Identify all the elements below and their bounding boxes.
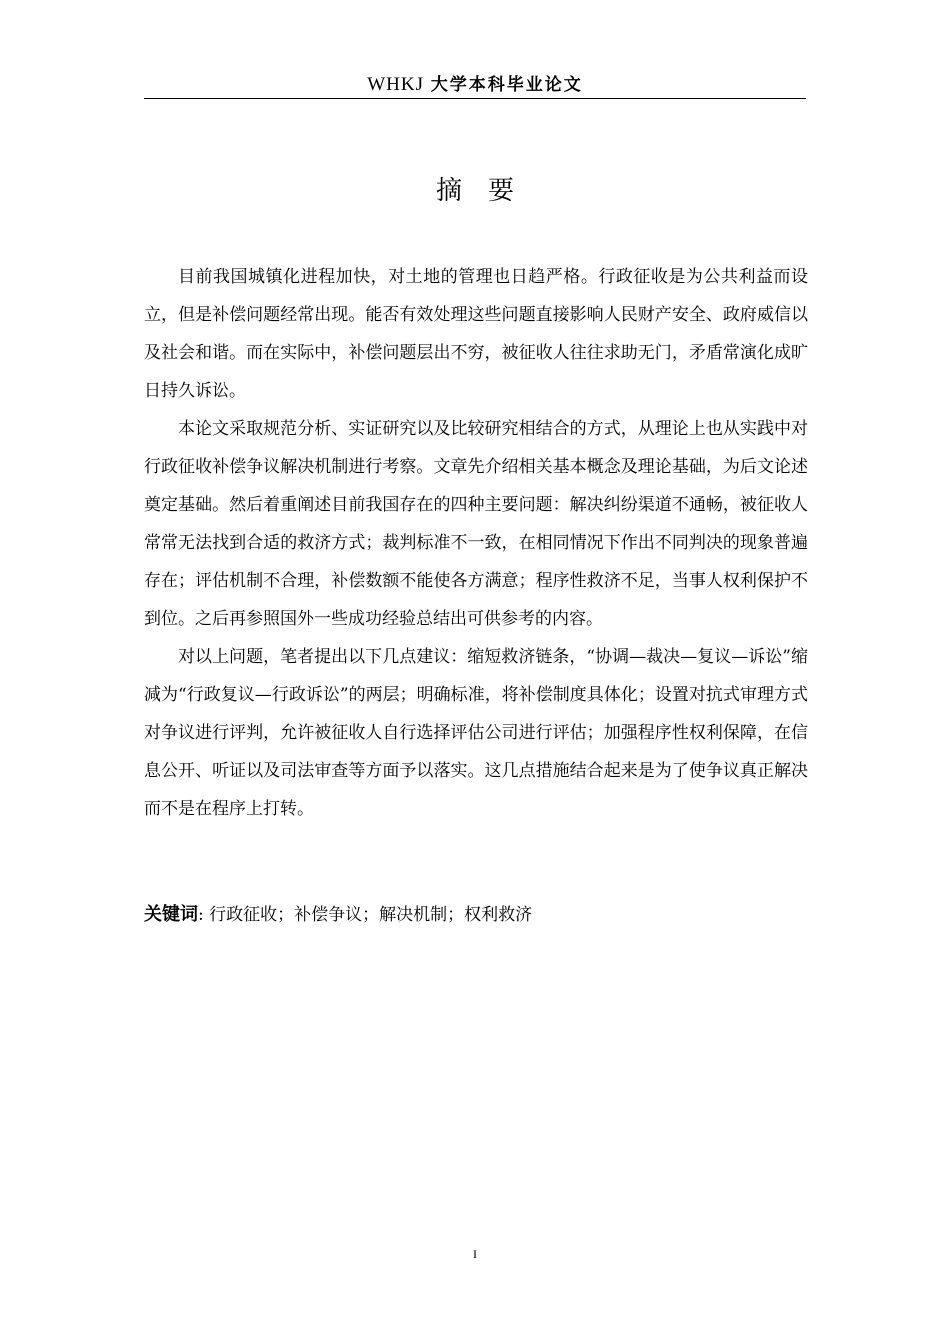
abstract-paragraph-3: 对以上问题，笔者提出以下几点建议：缩短救济链条，“协调—裁决—复议—诉讼”缩减为“行政复议—行政诉讼”的两层；明确标准，将补偿制度具体化；设置对抗式审理方式对争议进行评判，允许被征收人自行选择评估公司进行评估；加强程序性权利保障，在信息公开、听证以及司法审查等方面予以落实。这几点措施结合起来是为了使争议真正解决而不是在程序上打转。 <box>144 647 808 819</box>
keywords-text: 行政征收；补偿争议；解决机制；权利救济 <box>209 905 533 925</box>
header-title: 大学本科毕业论文 <box>430 75 583 95</box>
abstract-body <box>144 258 808 828</box>
header-divider <box>144 98 806 99</box>
keywords-separator: : <box>198 905 210 925</box>
page-number: I <box>473 1247 477 1261</box>
page-header <box>144 70 806 100</box>
keywords-line <box>144 900 808 930</box>
abstract-paragraph-2: 本论文采取规范分析、实证研究以及比较研究相结合的方式，从理论上也从实践中对行政征收补偿争议解决机制进行考察。文章先介绍相关基本概念及理论基础，为后文论述奠定基础。然后着重阐述目前我国存在的四种主要问题：解决纠纷渠道不通畅，被征收人常常无法找到合适的救济方式；裁判标准不一致，在相同情况下作出不同判决的现象普遍存在；评估机制不合理，补偿数额不能使各方满意；程序性救济不足，当事人权利保护不到位。之后再参照国外一些成功经验总结出可供参考的内容。 <box>144 419 808 629</box>
abstract-paragraph-1: 目前我国城镇化进程加快，对土地的管理也日趋严格。行政征收是为公共利益而设立，但是补偿问题经常出现。能否有效处理这些问题直接影响人民财产安全、政府威信以及社会和谐。而在实际中，补偿问题层出不穷，被征收人往往求助无门，矛盾常演化成旷日持久诉讼。 <box>144 267 808 401</box>
keywords-label: 关键词 <box>144 904 198 925</box>
page-title: 摘要 <box>435 176 540 206</box>
header-prefix: WHKJ <box>367 74 425 95</box>
